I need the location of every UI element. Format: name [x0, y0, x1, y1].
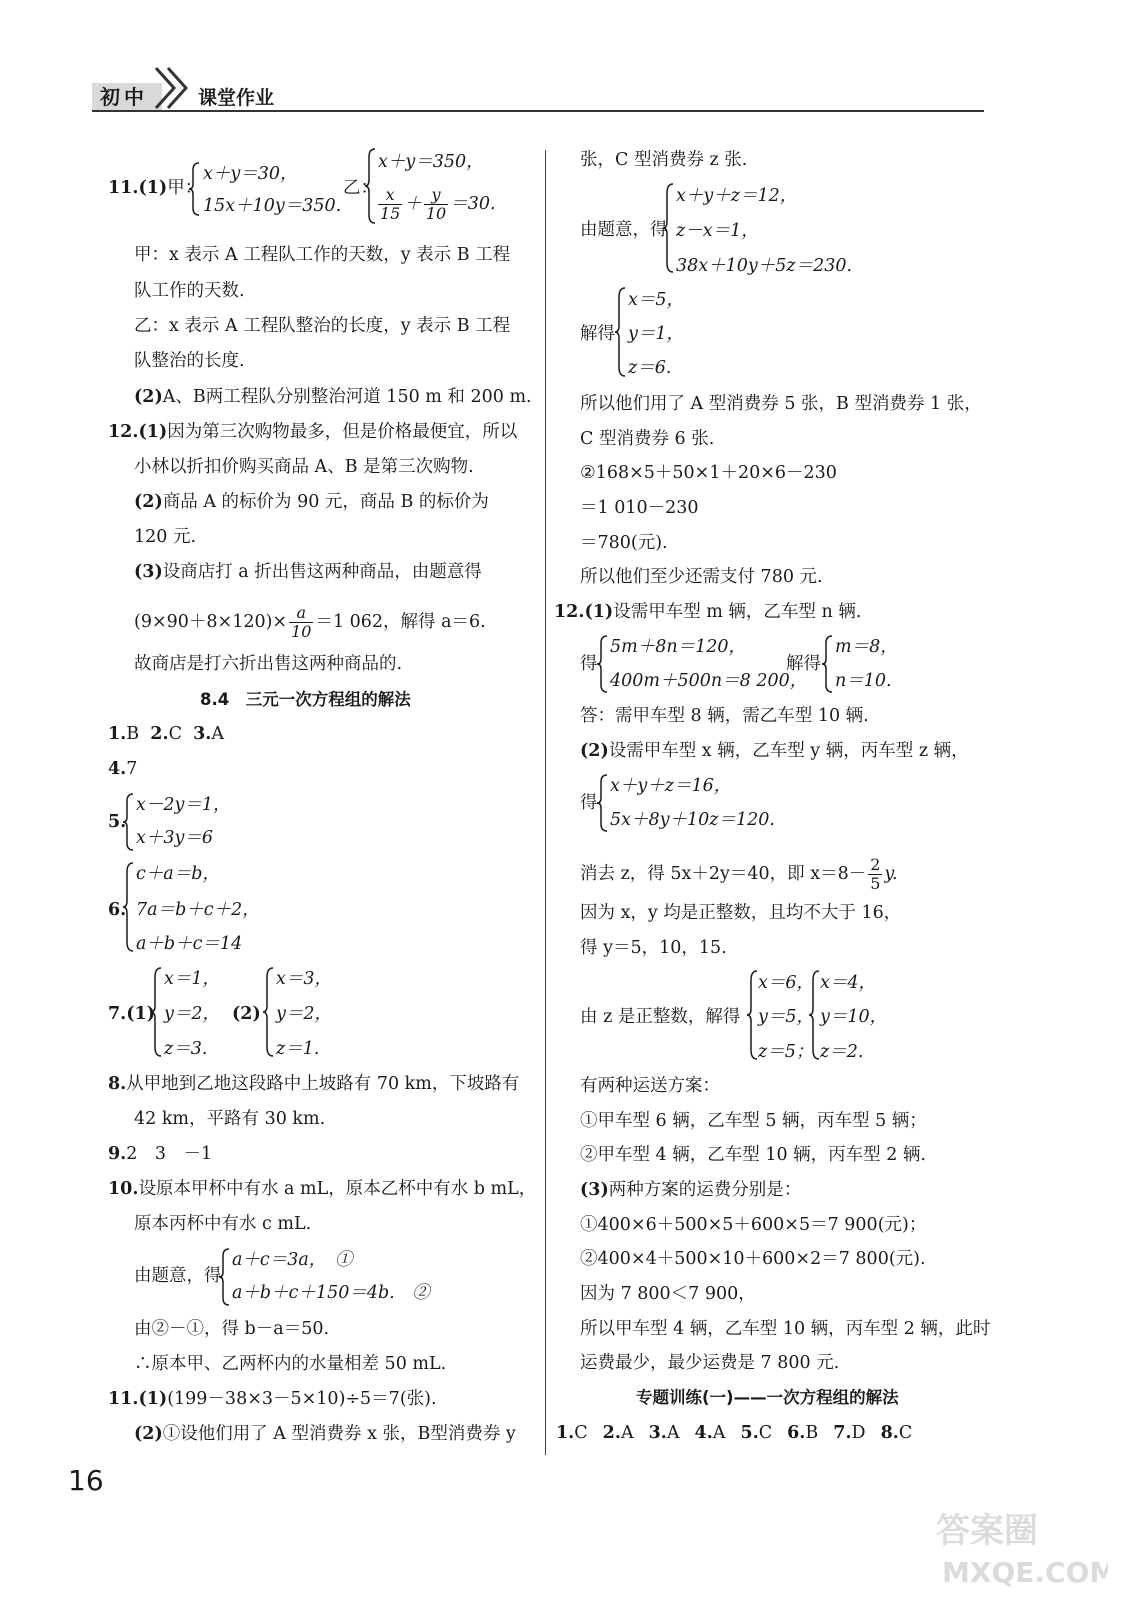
equation: x＋y＝350，: [378, 152, 484, 172]
mc-answer: [881, 1423, 913, 1443]
equation: c＋a＝b，: [136, 864, 220, 884]
brace-icon: [596, 635, 608, 693]
text-line: 由题意，得: [134, 1266, 222, 1286]
page-number: 16: [68, 1464, 104, 1497]
text-line: 有两种运送方案：: [580, 1076, 720, 1096]
equation: 38x＋10y＋5z＝230.: [676, 256, 853, 276]
mc-number: 4.: [694, 1423, 713, 1443]
text-line: 解得: [580, 324, 615, 344]
text-line: 得 y＝5，10，15.: [580, 938, 727, 958]
brace-icon: [150, 967, 162, 1057]
mc-value: C: [574, 1423, 588, 1443]
equation-fraction: 消去 z，得 5x＋2y＝40，即 x＝8－ $\frac{2}{5}$ y.: [580, 855, 898, 893]
mc-answer: [649, 1423, 680, 1443]
mc-value: A: [712, 1423, 726, 1443]
header-rule: [92, 110, 984, 112]
double-chevron-icon: [150, 64, 192, 112]
text-line: ②400×4＋500×10＋600×2＝7 800(元).: [580, 1249, 926, 1269]
text-line: 得: [580, 654, 598, 674]
mc-value: C: [898, 1423, 913, 1443]
equation: x＝3，: [276, 969, 333, 989]
section-heading: 8.4 三元一次方程组的解法: [200, 690, 411, 709]
equation: 5m＋8n＝120，: [610, 637, 747, 657]
mc-number: 5.: [740, 1423, 759, 1443]
mc-value: A: [666, 1423, 680, 1443]
mc-answer: [833, 1423, 865, 1443]
brace-icon: [122, 793, 134, 851]
equation: x＝4，: [820, 973, 877, 993]
text-line: (3)两种方案的运费分别是：: [580, 1180, 802, 1200]
text-line: 120 元.: [134, 527, 197, 547]
equation: 5x＋8y＋10z＝120.: [610, 810, 775, 830]
mc-value: A: [620, 1423, 634, 1443]
mc-number: 1.: [556, 1423, 575, 1443]
equation: z－x＝1，: [676, 221, 759, 241]
equation: 15x＋10y＝350.: [203, 196, 342, 216]
answers-1-3: 1.B 2.C 3.A: [108, 724, 225, 744]
mc-answers: [556, 1421, 927, 1445]
text-line: ②甲车型 4 辆，乙车型 10 辆，丙车型 2 辆.: [580, 1145, 926, 1165]
text-line: 由 z 是正整数，解得: [580, 1007, 741, 1027]
brace-icon: [808, 970, 820, 1060]
text-line: 运费最少，最少运费是 7 800 元.: [580, 1353, 840, 1373]
answer-7-part2: (2): [232, 1004, 261, 1024]
mc-number: 7.: [833, 1423, 852, 1443]
mc-number: 3.: [648, 1423, 667, 1443]
column-divider: [545, 150, 546, 1455]
equation: y＝10，: [820, 1007, 888, 1027]
mc-number: 8.: [880, 1423, 899, 1443]
mc-answer: [603, 1423, 634, 1443]
text-line: (2)设需甲车型 x 辆，乙车型 y 辆，丙车型 z 辆，: [580, 741, 969, 761]
text-line: ＝1 010－230: [580, 498, 699, 518]
question-12-right: 12.(1)设需甲车型 m 辆，乙车型 n 辆.: [554, 602, 862, 622]
mc-answer: [556, 1423, 588, 1443]
label-yi: 乙：: [343, 178, 378, 198]
answer-4: 4.7: [108, 759, 138, 779]
header-title: 课堂作业: [198, 87, 275, 109]
text-line: 所以甲车型 4 辆，乙车型 10 辆，丙车型 2 辆，此时: [580, 1319, 991, 1339]
text-line: 所以他们至少还需支付 780 元.: [580, 567, 823, 587]
text-line: ∴原本甲、乙两杯内的水量相差 50 mL.: [134, 1354, 447, 1374]
brace-icon: [218, 1248, 230, 1306]
equation: y＝2，: [276, 1004, 333, 1024]
equation: a＋b＋c＝14: [136, 934, 243, 954]
equation: x＋y＋z＝12，: [676, 186, 798, 206]
brace-icon: [188, 162, 200, 216]
equation: m＝8，: [835, 637, 898, 657]
equation: x＋3y＝6: [136, 828, 214, 848]
equation-fraction: (9×90＋8×120)× $\frac{a}{10}$ ＝1 062，解得 a＝6.: [134, 603, 486, 641]
equation: 7a＝b＋c＋2，: [136, 900, 260, 920]
equation: x＝5，: [628, 290, 685, 310]
mc-number: 2.: [602, 1423, 621, 1443]
text-line: ①400×6＋500×5＋600×5＝7 900(元)；: [580, 1215, 927, 1235]
equation: y＝1，: [628, 324, 685, 344]
equation: n＝10.: [835, 671, 892, 691]
answer-7-label: 7.(1): [108, 1004, 156, 1024]
brace-icon: [262, 967, 274, 1057]
text-line: 队工作的天数.: [134, 281, 245, 301]
answer-8: 8.从甲地到乙地这段路中上坡路有 70 km，下坡路有: [108, 1074, 520, 1094]
text-line: 解得: [786, 654, 821, 674]
brace-icon: [662, 183, 674, 273]
equation: x＋y＋z＝16，: [610, 776, 732, 796]
brace-icon: [614, 287, 626, 377]
equation: y＝5，: [758, 1007, 815, 1027]
brace-icon: [821, 635, 833, 693]
text-line: 小林以折扣价购买商品 A、B 是第三次购物.: [134, 457, 474, 477]
text-line: (3)设商店打 a 折出售这两种商品，由题意得: [134, 562, 482, 582]
answer-10: 10.设原本甲杯中有水 a mL，原本乙杯中有水 b mL，: [108, 1179, 537, 1199]
text-line: (2)①设他们用了 A 型消费券 x 张，B型消费券 y: [134, 1424, 516, 1444]
text-line: 所以他们用了 A 型消费券 5 张，B 型消费券 1 张，: [580, 394, 982, 414]
mc-answer: [787, 1423, 818, 1443]
question-11: 11.(1)甲：: [108, 178, 203, 198]
equation: z＝2.: [820, 1042, 864, 1062]
answer-6-label: 6.: [108, 900, 127, 920]
brace-icon: [364, 148, 376, 224]
text-line: ②168×5＋50×1＋20×6－230: [580, 463, 837, 483]
answer-11: 11.(1)(199－38×3－5×10)÷5＝7(张).: [108, 1389, 437, 1409]
text-line: (2)商品 A 的标价为 90 元，商品 B 的标价为: [134, 492, 489, 512]
mc-value: C: [758, 1423, 773, 1443]
equation: z＝5；: [758, 1042, 814, 1062]
text-line: 乙：x 表示 A 工程队整治的长度，y 表示 B 工程: [134, 316, 511, 336]
text-line: 故商店是打六折出售这两种商品的.: [134, 654, 403, 674]
brace-icon: [596, 774, 608, 832]
section-heading: 专题训练(一)——一次方程组的解法: [636, 1388, 899, 1407]
text-line: 答：需甲车型 8 辆，需乙车型 10 辆.: [580, 706, 869, 726]
text-line: 原本丙杯中有水 c mL.: [134, 1214, 312, 1234]
equation: z＝6.: [628, 358, 672, 378]
mc-answer: [740, 1423, 772, 1443]
text-line: 由题意，得: [580, 220, 668, 240]
equation: z＝3.: [164, 1039, 208, 1059]
header-level: 初中: [100, 85, 148, 109]
equation: x＝1，: [164, 969, 221, 989]
watermark-logo: [928, 1500, 1108, 1590]
text-line: 甲：x 表示 A 工程队工作的天数，y 表示 B 工程: [134, 245, 511, 265]
text-line: (2)A、B两工程队分别整治河道 150 m 和 200 m.: [134, 387, 532, 407]
equation: 400m＋500n＝8 200，: [610, 671, 808, 691]
equation-fraction: $\frac{x}{15}$ ＋ $\frac{y}{10}$ ＝30.: [380, 185, 496, 223]
text-line: C 型消费券 6 张.: [580, 429, 715, 449]
text-line: ＝780(元).: [580, 533, 668, 553]
text-line: 因为 x，y 均是正整数，且均不大于 16，: [580, 903, 902, 923]
brace-icon: [122, 862, 134, 952]
answer-9: 9.2 3 －1: [108, 1144, 213, 1164]
text-line: 得: [580, 793, 598, 813]
text-line: 由②－①，得 b－a＝50.: [134, 1319, 330, 1339]
brace-icon: [746, 970, 758, 1060]
equation: x＝6，: [758, 973, 815, 993]
equation: y＝2，: [164, 1004, 221, 1024]
mc-answer: [695, 1423, 726, 1443]
mc-value: D: [851, 1423, 866, 1443]
equation: x＋y＝30，: [203, 164, 298, 184]
mc-value: B: [805, 1423, 819, 1443]
text-line: 张，C 型消费券 z 张.: [580, 150, 748, 170]
svg-text:答案圈: 答案圈: [936, 1511, 1038, 1551]
mc-number: 6.: [787, 1423, 806, 1443]
answer-5-label: 5.: [108, 812, 127, 832]
text-line: 因为 7 800＜7 900，: [580, 1284, 756, 1304]
text-line: 队整治的长度.: [134, 351, 245, 371]
question-12: 12.(1)因为第三次购物最多，但是价格最便宜，所以: [108, 422, 518, 442]
equation: z＝1.: [276, 1039, 320, 1059]
equation: a＋c＝3a， ①: [232, 1250, 353, 1270]
equation: x－2y＝1，: [136, 795, 231, 815]
text-line: 42 km，平路有 30 km.: [134, 1109, 326, 1129]
equation: a＋b＋c＋150＝4b. ②: [232, 1283, 430, 1303]
svg-text:MXQE.COM: MXQE.COM: [942, 1556, 1108, 1589]
text-line: ①甲车型 6 辆，乙车型 5 辆，丙车型 5 辆；: [580, 1111, 927, 1131]
